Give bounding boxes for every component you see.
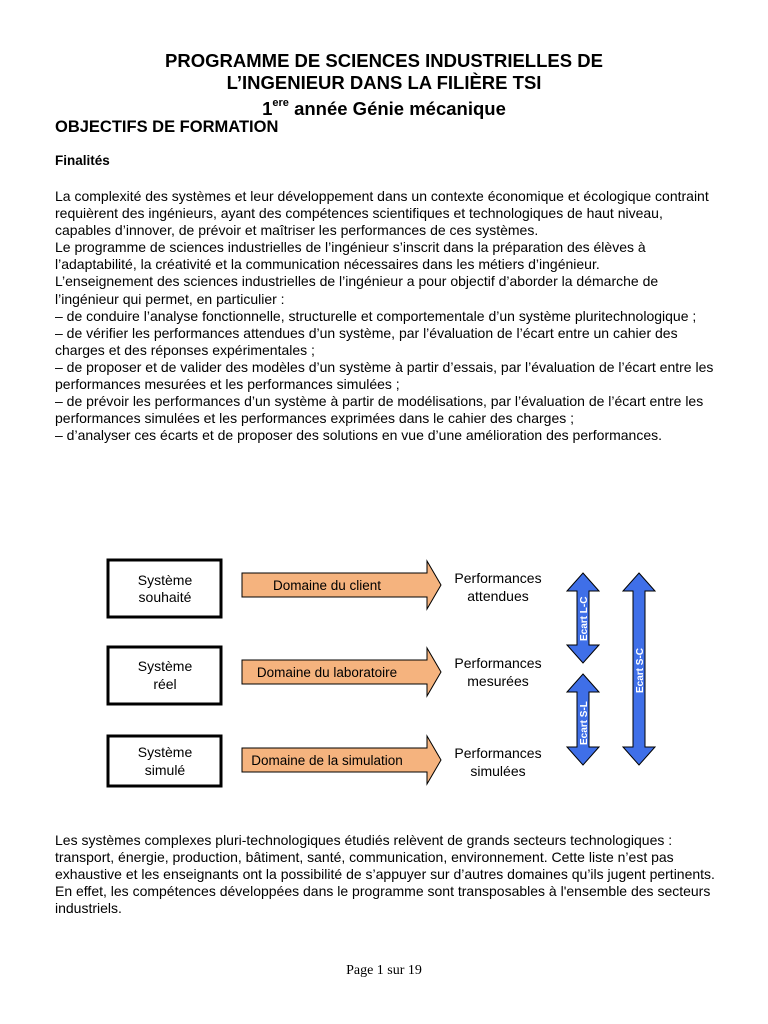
performance-label-line2: mesurées bbox=[467, 673, 529, 689]
diagram-row-desired bbox=[108, 560, 542, 617]
list-item: – de proposer et de valider des modèles d’un système à partir d’essais, par l’évaluation de l’écart entre les performances mesurées et les performances simulées ; bbox=[55, 358, 714, 393]
system-label-line2: réel bbox=[153, 676, 177, 692]
domain-label: Domaine du laboratoire bbox=[256, 665, 398, 680]
title-year: 1 bbox=[262, 98, 273, 120]
performance-label-line1: Performances bbox=[454, 570, 542, 586]
system-label-line1: Système bbox=[137, 744, 193, 760]
performance-label-line1: Performances bbox=[454, 655, 542, 671]
list-item: – de conduire l’analyse fonctionnelle, structurelle et comportementale d’un système pluritechnologique ; bbox=[55, 307, 697, 324]
system-label-line1: Système bbox=[137, 572, 193, 588]
system-label-line1: Système bbox=[137, 658, 193, 674]
performance-label-line1: Performances bbox=[454, 745, 542, 761]
system-label-line2: simulé bbox=[144, 762, 186, 778]
domain-label: Domaine de la simulation bbox=[251, 753, 403, 768]
title-line-2: L’INGENIEUR DANS LA FILIÈRE TSI bbox=[226, 72, 542, 93]
performance-label-line2: simulées bbox=[470, 763, 526, 779]
paragraph: La complexité des systèmes et leur développement dans un contexte économique et écologique contraint requièrent des ingénieurs, ayant des compétences scientifiques et technologiques de haut niveau, capables d’innover, de prévoir et maîtriser les performances de ces systèmes. bbox=[55, 188, 709, 239]
title-year-sup: ere bbox=[272, 97, 289, 109]
paragraph: Le programme de sciences industrielles de l’ingénieur s’inscrit dans la préparation des élèves à l’adaptabilité, la créativité et la communication nécessaires dans les métiers d’ingénieur. bbox=[55, 239, 646, 273]
sectors-paragraph: Les systèmes complexes pluri-technologiques étudiés relèvent de grands secteurs technologiques : transport, énergie, production, bâtiment, santé, communication, environnement. Cette liste n’est pas exhaustive et les enseignants ont la possibilité de s’appuyer sur d’autres domaines qu’ils jugent pertinents. En effet, les compétences développées dans le programme sont transposables à l'ensemble des secteurs industriels. bbox=[55, 832, 715, 917]
title-line-1: PROGRAMME DE SCIENCES INDUSTRIELLES DE bbox=[165, 50, 603, 71]
list-item: – de vérifier les performances attendues d’un système, par l’évaluation de l’écart entre un cahier des charges et des réponses expérimentales ; bbox=[55, 324, 678, 358]
gap-arrow-lc bbox=[567, 573, 599, 663]
gap-arrow-sl bbox=[567, 674, 599, 765]
diagram-row-simulated bbox=[108, 736, 542, 786]
gap-label: Ecart L-C bbox=[579, 596, 590, 641]
paragraph: L’enseignement des sciences industrielles de l’ingénieur a pour objectif d’aborder la démarche de l’ingénieur qui permet, en particulier : bbox=[55, 273, 659, 307]
domain-label: Domaine du client bbox=[272, 578, 382, 593]
sub-heading: Finalités bbox=[55, 153, 110, 168]
list-item: – de prévoir les performances d’un système à partir de modélisations, par l’évaluation de l’écart entre les performances simulées et les performances exprimées dans le cahier des charges ; bbox=[55, 393, 704, 427]
page-number: Page 1 sur 19 bbox=[346, 963, 422, 978]
body-text bbox=[55, 188, 715, 444]
title-program: année Génie mécanique bbox=[288, 98, 506, 120]
gap-arrow-sc bbox=[623, 573, 655, 765]
performance-diagram bbox=[105, 555, 665, 790]
title-line-3 bbox=[0, 94, 768, 120]
system-label-line2: souhaité bbox=[138, 589, 192, 605]
diagram-row-real bbox=[108, 647, 542, 704]
section-heading: OBJECTIFS DE FORMATION bbox=[55, 118, 279, 136]
document-title bbox=[0, 50, 768, 120]
gap-label: Ecart S-L bbox=[579, 701, 590, 745]
list-item: – d’analyser ces écarts et de proposer des solutions en vue d’une amélioration des performances. bbox=[55, 427, 663, 444]
gap-label: Ecart S-C bbox=[635, 647, 646, 693]
performance-label-line2: attendues bbox=[467, 588, 529, 604]
